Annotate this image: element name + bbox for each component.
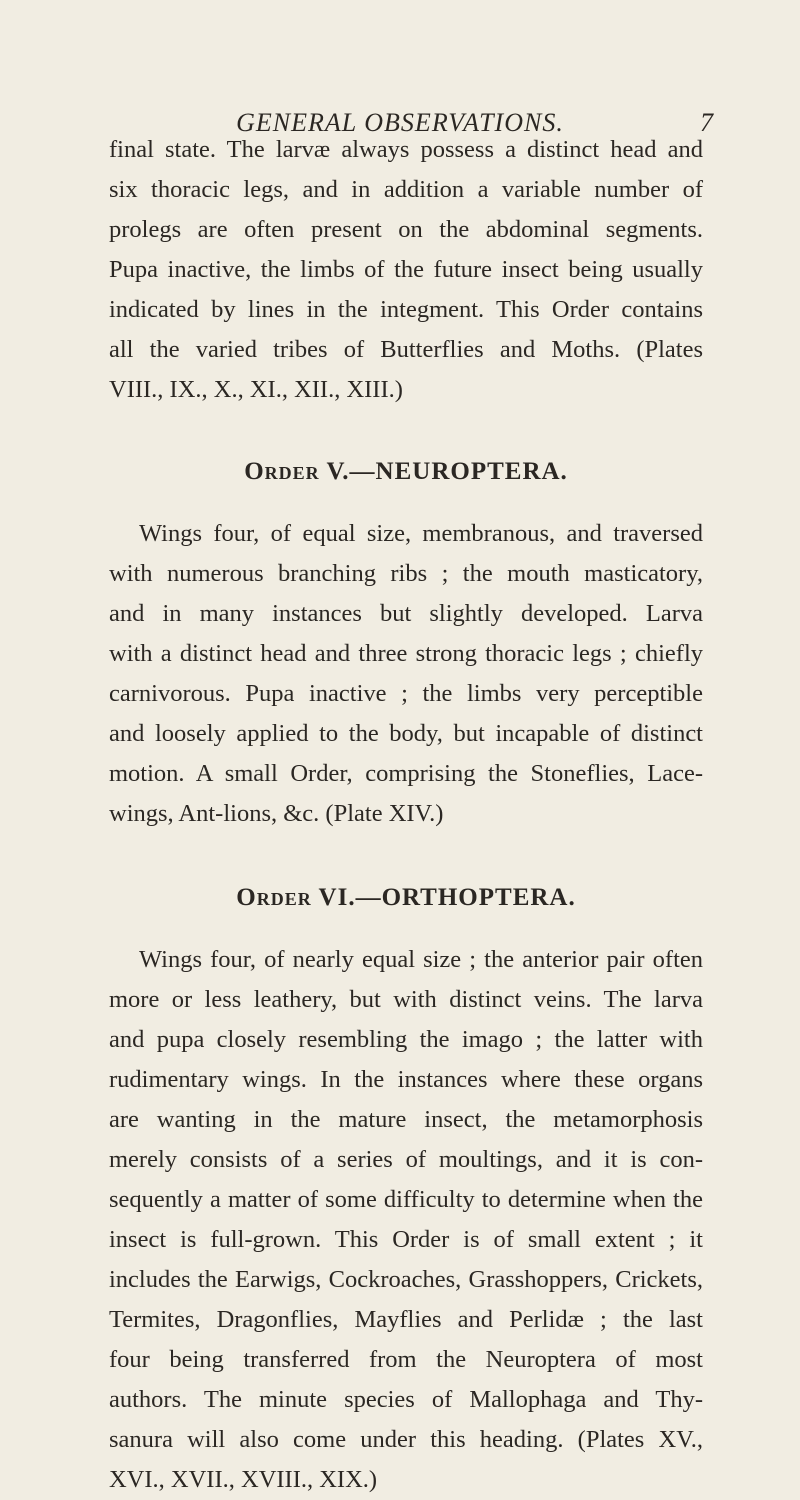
text-line: VIII., IX., X., XI., XII., XIII.) (109, 376, 403, 403)
text-line: Wings four, of equal size, membranous, and traversed (139, 520, 703, 547)
text-line: rudimentary wings. In the instances where these organs (109, 1066, 703, 1093)
body-text (109, 130, 703, 1500)
text-line: with a distinct head and three strong thoracic legs ; chiefly (109, 640, 703, 667)
order-word: Order (236, 884, 312, 911)
order-v-paragraph (109, 514, 703, 834)
text-line: four being transferred from the Neuroptera of most (109, 1346, 703, 1373)
text-line: XVI., XVII., XVIII., XIX.) (109, 1466, 378, 1493)
text-line: final state. The larvæ always possess a distinct head and (109, 136, 703, 163)
text-line: all the varied tribes of Butterflies and Moths. (Plates (109, 336, 703, 363)
section-heading-order-vi (109, 878, 703, 918)
text-line: with numerous branching ribs ; the mouth masticatory, (109, 560, 703, 587)
intro-paragraph (109, 130, 703, 410)
text-line: and in many instances but slightly developed. Larva (109, 600, 703, 627)
running-head: GENERAL OBSERVATIONS. (236, 108, 564, 137)
text-line: Termites, Dragonflies, Mayflies and Perlidæ ; the last (109, 1306, 703, 1333)
order-vi-paragraph (109, 940, 703, 1500)
text-line: wings, Ant-lions, &c. (Plate XIV.) (109, 800, 444, 827)
text-line: authors. The minute species of Mallophaga and Thy- (109, 1386, 703, 1413)
text-line: and pupa closely resembling the imago ; the latter with (109, 1026, 703, 1053)
order-title: V.—NEUROPTERA. (326, 458, 568, 485)
text-line: carnivorous. Pupa inactive ; the limbs very perceptible (109, 680, 703, 707)
section-heading-order-v (109, 452, 703, 492)
text-line: insect is full-grown. This Order is of small extent ; it (109, 1226, 703, 1253)
text-line: more or less leathery, but with distinct veins. The larva (109, 986, 703, 1013)
text-line: sanura will also come under this heading. (Plates XV., (109, 1426, 703, 1453)
text-line: indicated by lines in the integment. This Order contains (109, 296, 703, 323)
text-line: sequently a matter of some difficulty to determine when the (109, 1186, 703, 1213)
text-line: six thoracic legs, and in addition a variable number of (109, 176, 703, 203)
text-line: includes the Earwigs, Cockroaches, Grasshoppers, Crickets, (109, 1266, 703, 1293)
text-line: Wings four, of nearly equal size ; the anterior pair often (139, 946, 703, 973)
order-title: VI.—ORTHOPTERA. (318, 884, 576, 911)
text-line: are wanting in the mature insect, the metamorphosis (109, 1106, 703, 1133)
text-line: and loosely applied to the body, but incapable of distinct (109, 720, 703, 747)
text-line: prolegs are often present on the abdominal segments. (109, 216, 703, 243)
page-number: 7 (700, 108, 713, 137)
text-line: motion. A small Order, comprising the Stoneflies, Lace- (109, 760, 703, 787)
text-line: merely consists of a series of moultings, and it is con- (109, 1146, 703, 1173)
text-line: Pupa inactive, the limbs of the future insect being usually (109, 256, 703, 283)
order-word: Order (244, 458, 320, 485)
